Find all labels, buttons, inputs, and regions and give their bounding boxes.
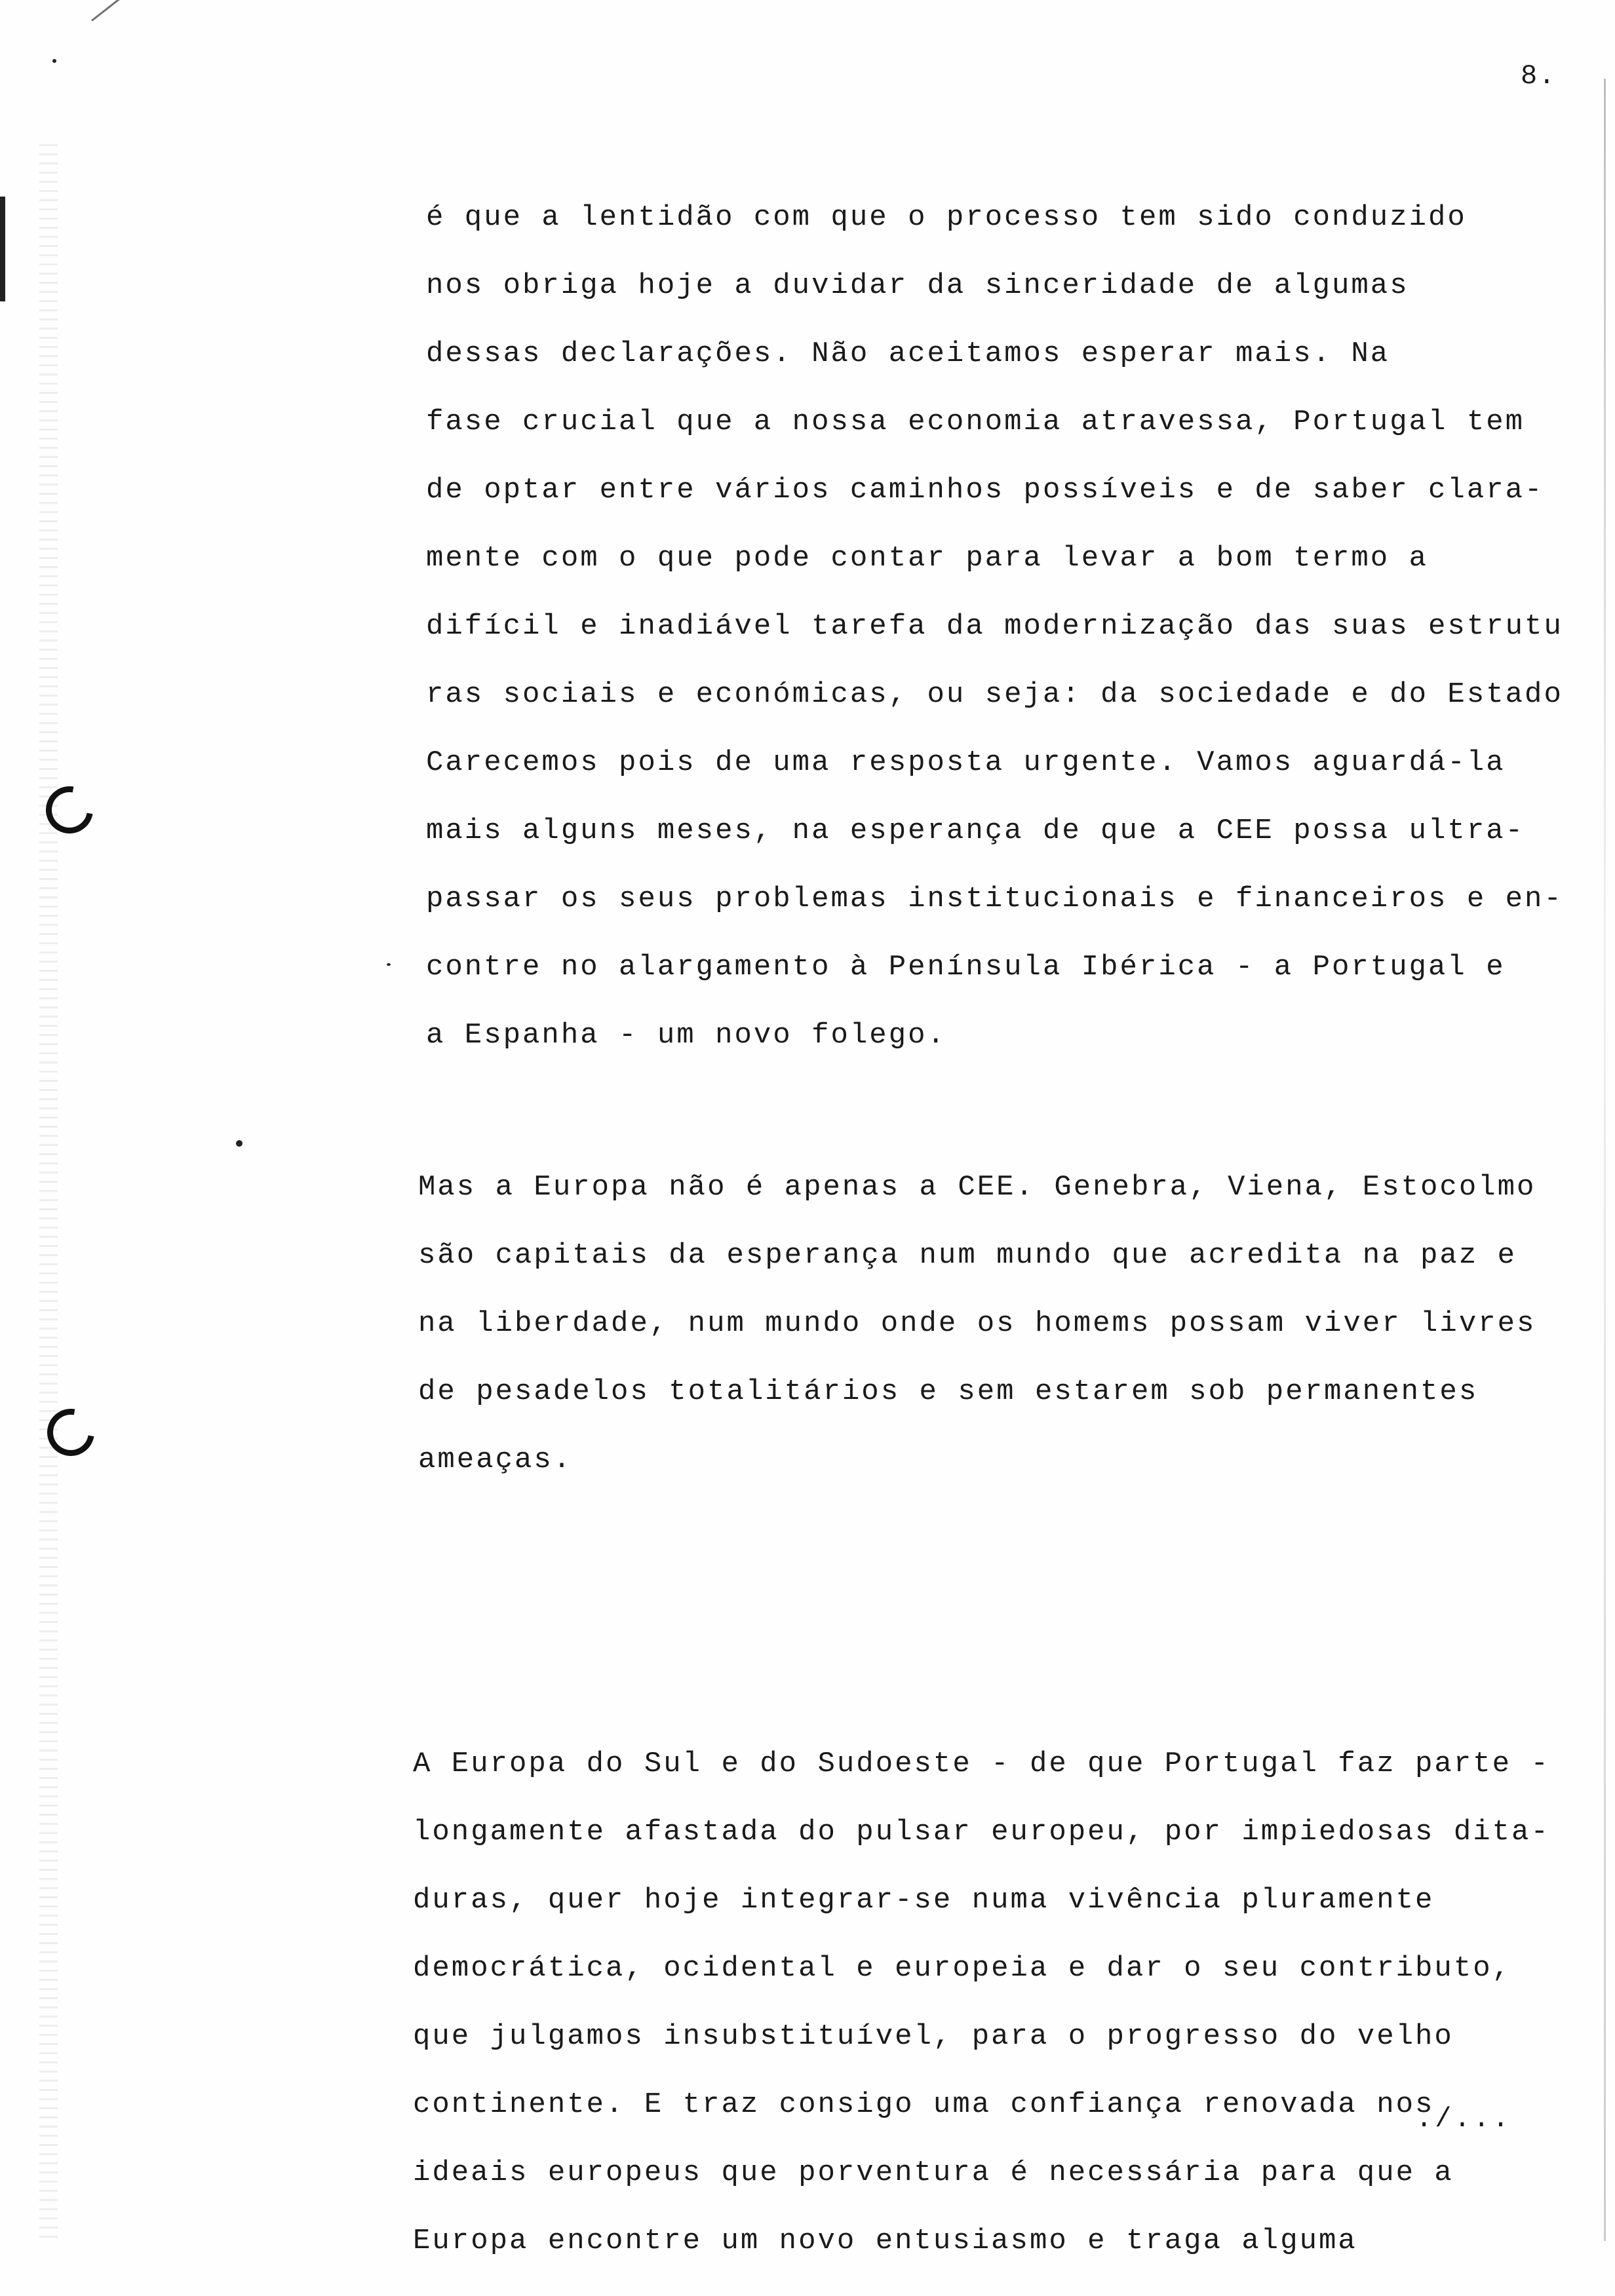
text-line: contre no alargamento à Península Ibérica - a Portugal e — [426, 951, 1506, 984]
text-line: continente. E traz consigo uma confiança renovada nos — [413, 2088, 1435, 2121]
text-line: passar os seus problemas institucionais e financeiros e en- — [426, 883, 1563, 915]
paragraph-2 — [418, 1153, 1536, 1494]
paragraph-3 — [413, 1730, 1550, 2275]
ink-speck — [52, 59, 56, 63]
text-line: A Europa do Sul e do Sudoeste - de que Portugal faz parte - — [413, 1748, 1550, 1780]
page-right-edge — [1604, 79, 1606, 2241]
text-line: dessas declarações. Não aceitamos esperar mais. Na — [426, 337, 1390, 370]
text-line: Europa encontre um novo entusiasmo e traga alguma — [413, 2225, 1357, 2257]
text-line: é que a lentidão com que o processo tem sido conduzido — [426, 201, 1467, 234]
paragraph-1 — [426, 183, 1563, 1069]
binding-edge-mark — [0, 197, 5, 301]
text-line: de optar entre vários caminhos possíveis e de saber clara- — [426, 474, 1544, 507]
text-line: nos obriga hoje a duvidar da sinceridade de algumas — [426, 269, 1409, 302]
text-line: de pesadelos totalitários e sem estarem sob permanentes — [418, 1375, 1479, 1408]
text-line: ideais europeus que porventura é necessária para que a — [413, 2156, 1454, 2189]
text-line: duras, quer hoje integrar-se numa vivência pluramente — [413, 1884, 1435, 1917]
text-line: a Espanha - um novo folego. — [426, 1019, 946, 1052]
text-line: Carecemos pois de uma resposta urgente. Vamos aguardá-la — [426, 746, 1506, 779]
text-line: na liberdade, num mundo onde os homems possam viver livres — [418, 1307, 1536, 1340]
binding-margin-speckle — [39, 144, 58, 2241]
text-line: mente com o que pode contar para levar a bom termo a — [426, 542, 1429, 575]
text-line: são capitais da esperança num mundo que acredita na paz e — [418, 1239, 1517, 1272]
ink-speck — [387, 963, 391, 966]
continuation-mark: ./... — [1416, 2103, 1512, 2135]
text-line: ameaças. — [418, 1444, 573, 1476]
ink-speck — [236, 1140, 243, 1147]
text-line: difícil e inadiável tarefa da modernização das suas estrutu — [426, 610, 1563, 643]
text-line: mais alguns meses, na esperança de que a CEE possa ultra- — [426, 814, 1525, 847]
page-number: 8. — [1521, 60, 1557, 92]
text-line: que julgamos insubstituível, para o progresso do velho — [413, 2020, 1454, 2053]
corner-pen-stroke — [91, 0, 227, 22]
text-line: longamente afastada do pulsar europeu, por impiedosas dita- — [413, 1816, 1550, 1848]
text-line: Mas a Europa não é apenas a CEE. Genebra, Viena, Estocolmo — [418, 1171, 1536, 1204]
text-line: ras sociais e económicas, ou seja: da sociedade e do Estado — [426, 678, 1563, 711]
text-line: fase crucial que a nossa economia atravessa, Portugal tem — [426, 406, 1525, 438]
text-line: democrática, ocidental e europeia e dar o seu contributo, — [413, 1952, 1512, 1985]
